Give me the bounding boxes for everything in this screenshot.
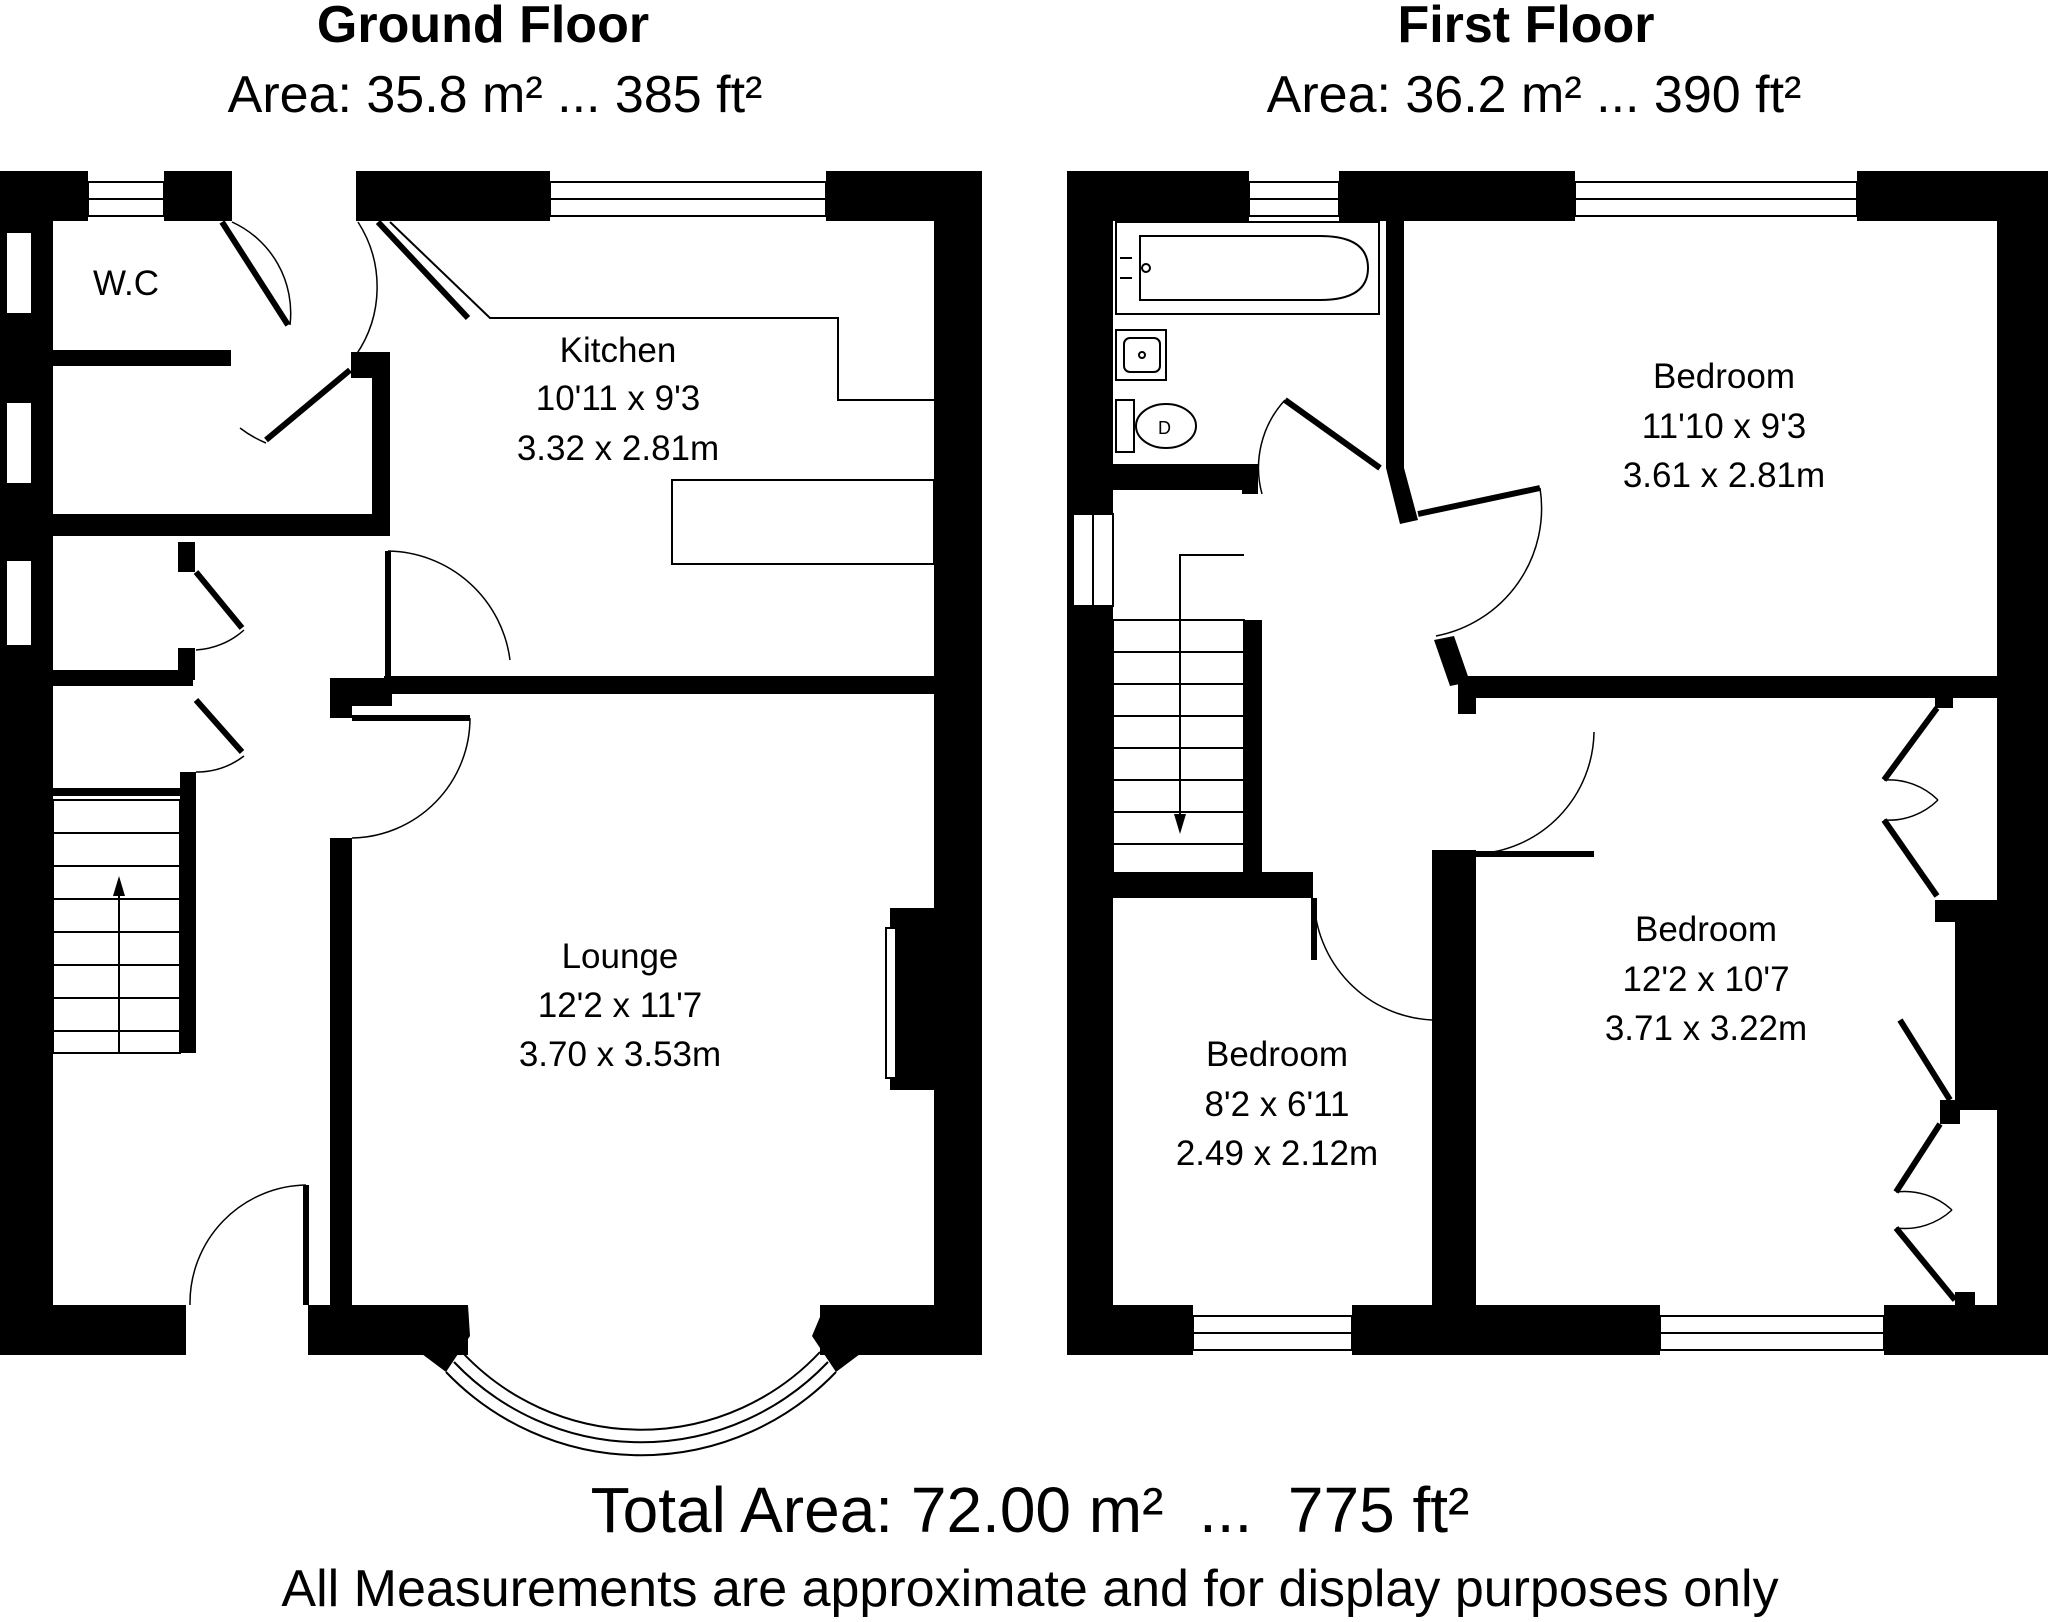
kitchen-metric: 3.32 x 2.81m — [516, 429, 720, 468]
ff-left-wall — [1067, 171, 1113, 1355]
ff-bathroom-jamb — [1242, 464, 1258, 494]
total-area: Total Area: 72.00 m² ... 775 ft² — [590, 1474, 1470, 1546]
ff-stairs-down-arrow-icon — [1174, 814, 1186, 834]
ground-floor-area: Area: 35.8 m² ... 385 ft² — [227, 66, 763, 124]
gf-cupboard-wall — [53, 670, 193, 686]
gf-kitchen-label — [517, 331, 719, 468]
gf-bottom-wall-a — [0, 1305, 186, 1355]
gf-cupboard-jamb-2 — [178, 648, 195, 680]
gf-stairs — [53, 800, 180, 1053]
ff-right-wall — [1997, 171, 2048, 1355]
bedroom-3-name: Bedroom — [1205, 1035, 1349, 1074]
ff-bathroom-bottom-wall — [1113, 464, 1258, 490]
ff-wardrobe-block — [1955, 900, 1997, 1110]
bedroom-3-metric: 2.49 x 2.12m — [1175, 1134, 1379, 1173]
ff-stair-right-wall — [1244, 620, 1262, 878]
gf-top-wall-a — [0, 171, 88, 221]
gf-wc-door — [222, 222, 288, 325]
gf-left-wall — [0, 171, 53, 1319]
ff-wardrobe-jamb-a — [1935, 900, 1959, 922]
ff-divider-stub — [1458, 676, 1476, 714]
gf-kitchen-wall-stub — [351, 352, 390, 378]
ff-bedroom-3-label — [1176, 1035, 1378, 1173]
gf-cupboard-jamb-1 — [178, 542, 195, 572]
ff-wardrobe-jamb-b — [1940, 1100, 1960, 1124]
ff-bedroom-1-jamb — [1386, 468, 1418, 524]
ff-bottom-wall-c — [1884, 1305, 2048, 1355]
gf-stairs-up-arrow-icon — [113, 876, 125, 896]
gf-fireplace — [886, 928, 896, 1078]
gf-window-side-2 — [6, 402, 32, 484]
ff-wardrobe-door-2 — [1884, 820, 1937, 896]
ff-bottom-wall-b — [1352, 1305, 1660, 1355]
ff-wardrobe-door-4 — [1896, 1228, 1955, 1300]
lounge-imperial: 12'2 x 11'7 — [537, 986, 703, 1025]
gf-bay-window-inner — [462, 1352, 820, 1430]
ff-stairs — [1113, 555, 1244, 874]
gf-kitchen-door-top — [378, 222, 468, 318]
gf-wc-lower-wall — [53, 350, 231, 366]
gf-stair-top-wall — [53, 788, 196, 796]
gf-top-wall-c — [356, 171, 550, 221]
first-floor-area: Area: 36.2 m² ... 390 ft² — [1266, 66, 1802, 124]
ff-bedroom-1-door — [1418, 488, 1540, 514]
svg-text:D: D — [1158, 418, 1171, 438]
ff-bedroom-2-label — [1605, 910, 1807, 1048]
gf-lounge-label — [519, 937, 721, 1074]
ff-toilet — [1116, 400, 1196, 452]
ff-bedroom-3-right-wall — [1432, 872, 1450, 1308]
bedroom-2-metric: 3.71 x 3.22m — [1604, 1009, 1808, 1048]
bedroom-3-imperial: 8'2 x 6'11 — [1204, 1085, 1350, 1124]
gf-wc-label: W.C — [92, 264, 160, 303]
gf-lounge-jamb — [330, 678, 392, 706]
kitchen-imperial: 10'11 x 9'3 — [535, 379, 701, 418]
ff-bedroom-1-label — [1623, 357, 1825, 495]
kitchen-name: Kitchen — [559, 331, 677, 370]
bedroom-1-name: Bedroom — [1652, 357, 1796, 396]
ff-bedroom-3-top-wall — [1113, 872, 1313, 898]
gf-right-wall — [934, 171, 982, 1319]
gf-top-wall-b — [164, 171, 232, 221]
gf-cupboard-door-2 — [196, 700, 242, 752]
gf-stair-right-wall — [180, 788, 196, 1053]
ff-top-wall-b — [1339, 171, 1575, 221]
ff-wardrobe-jamb-c — [1955, 1292, 1975, 1312]
ff-wardrobe-top-jamb — [1935, 676, 1953, 708]
lounge-name: Lounge — [561, 937, 679, 976]
disclaimer: All Measurements are approximate and for display purposes only — [281, 1560, 1779, 1618]
gf-store-wall — [53, 514, 388, 536]
ff-top-wall-a — [1067, 171, 1249, 221]
gf-kitchen-unit — [672, 480, 934, 564]
ff-washbasin — [1116, 330, 1166, 380]
gf-window-side-1 — [6, 232, 32, 314]
ff-bathroom-right-wall — [1386, 210, 1404, 468]
ground-floor-plan — [0, 171, 982, 1455]
gf-kitchen-left-wall — [372, 352, 390, 536]
bedroom-2-imperial: 12'2 x 10'7 — [1622, 960, 1790, 999]
ff-bedroom-divider-wall — [1458, 676, 1997, 698]
ff-bathroom-door — [1285, 400, 1380, 468]
first-floor-title: First Floor — [1397, 0, 1655, 54]
gf-hall-door — [266, 370, 350, 440]
gf-lounge-jamb-b — [330, 706, 352, 718]
gf-kitchen-worktop — [390, 222, 934, 400]
gf-lounge-left-wall — [330, 838, 352, 1310]
bedroom-2-name: Bedroom — [1634, 910, 1778, 949]
ff-bottom-wall-a — [1067, 1305, 1193, 1355]
lounge-metric: 3.70 x 3.53m — [518, 1035, 722, 1074]
first-floor-plan — [1067, 171, 2048, 1355]
gf-window-side-3 — [6, 560, 32, 646]
gf-cupboard-door-1 — [196, 572, 242, 628]
ff-bathtub — [1116, 222, 1379, 314]
ff-bedroom-2-left-wall — [1450, 850, 1476, 1310]
gf-kitchen-lounge-wall — [384, 676, 934, 694]
ff-wardrobe-door-1 — [1884, 708, 1937, 780]
ff-bedroom-2-jamb — [1432, 850, 1476, 900]
bedroom-1-imperial: 11'10 x 9'3 — [1641, 407, 1807, 446]
ff-bedroom-3-jamb-line — [1900, 1020, 1950, 1100]
bedroom-1-metric: 3.61 x 2.81m — [1622, 456, 1826, 495]
ff-wardrobe-door-3 — [1896, 1124, 1940, 1192]
ground-floor-title: Ground Floor — [316, 0, 650, 54]
